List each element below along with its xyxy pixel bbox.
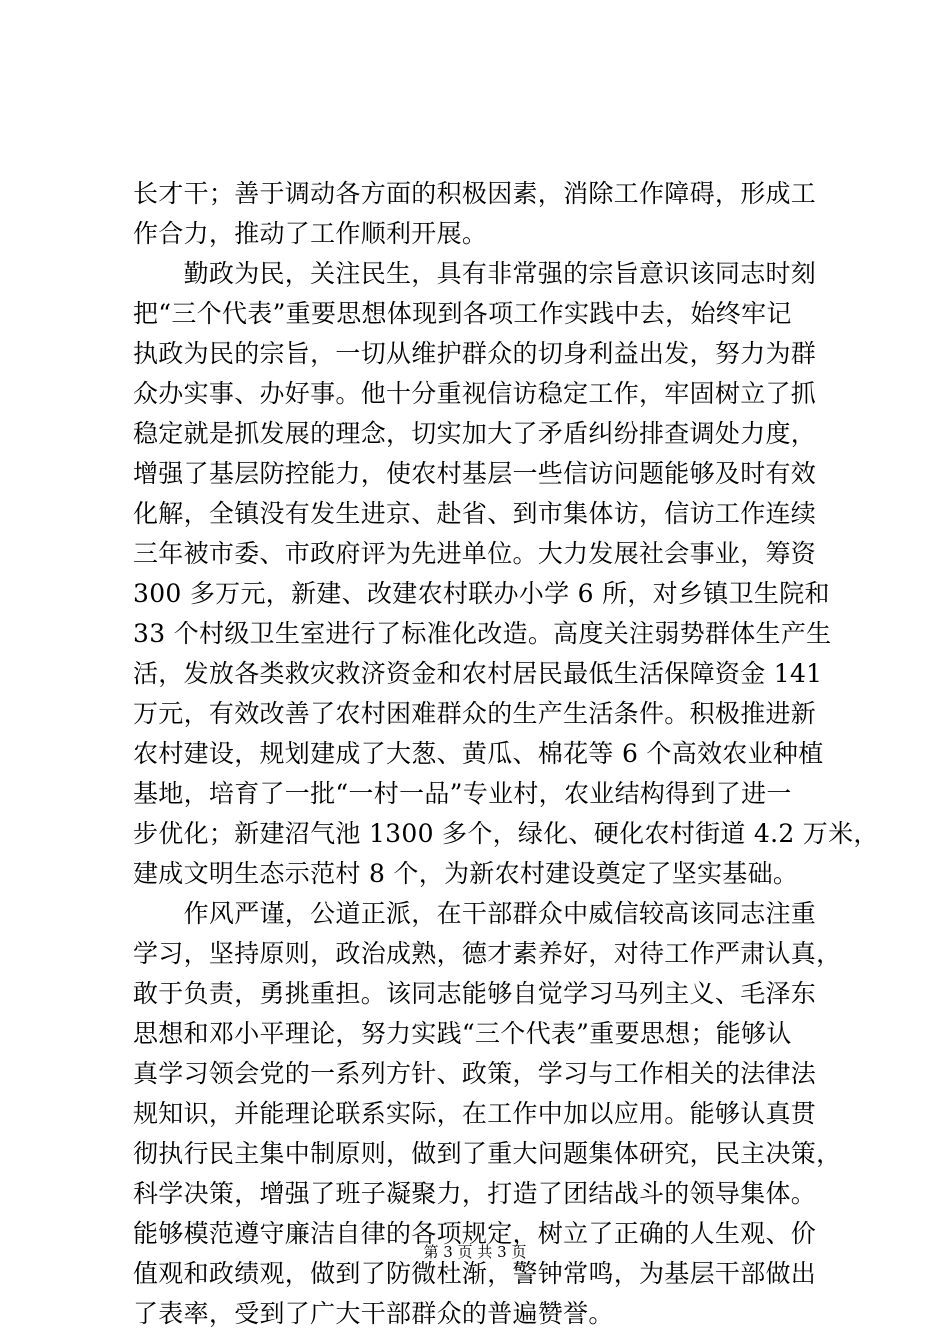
text-line: 万元，有效改善了农村困难群众的生产生活条件。积极推进新	[133, 699, 817, 728]
text-line: 众办实事、办好事。他十分重视信访稳定工作，牢固树立了抓	[133, 379, 817, 408]
text-line: 长才干；善于调动各方面的积极因素，消除工作障碍，形成工	[133, 179, 817, 208]
text-line: 活，发放各类救灾救济资金和农村居民最低生活保障资金 141	[133, 659, 823, 688]
text-line: 33 个村级卫生室进行了标准化改造。高度关注弱势群体生产生	[133, 619, 832, 648]
text-line: 步优化；新建沼气池 1300 多个，绿化、硬化农村街道 4.2 万米，	[133, 819, 879, 848]
text-line: 值观和政绩观，做到了防微杜渐，警钟常鸣，为基层干部做出	[133, 1259, 817, 1288]
text-line: 思想和邓小平理论，努力实践“三个代表”重要思想；能够认	[133, 1019, 792, 1048]
document-body	[133, 174, 879, 1334]
page-footer	[0, 1242, 950, 1262]
text-line: 三年被市委、市政府评为先进单位。大力发展社会事业，筹资	[133, 539, 817, 568]
text-line: 真学习领会党的一系列方针、政策，学习与工作相关的法律法	[133, 1059, 817, 1088]
text-line: 建成文明生态示范村 8 个，为新农村建设奠定了坚实基础。	[133, 859, 799, 888]
text-line: 学习，坚持原则，政治成熟，德才素养好，对待工作严肃认真，	[133, 939, 842, 968]
text-line: 作合力，推动了工作顺利开展。	[133, 219, 488, 248]
text-line: 执政为民的宗旨，一切从维护群众的切身利益出发，努力为群	[133, 339, 817, 368]
text-line: 敢于负责，勇挑重担。该同志能够自觉学习马列主义、毛泽东	[133, 979, 817, 1008]
text-line: 彻执行民主集中制原则，做到了重大问题集体研究，民主决策，	[133, 1139, 842, 1168]
text-line: 作风严谨，公道正派，在干部群众中威信较高该同志注重	[133, 899, 817, 928]
text-line: 科学决策，增强了班子凝聚力，打造了团结战斗的领导集体。	[133, 1179, 817, 1208]
text-line: 基地，培育了一批“一村一品”专业村，农业结构得到了进一	[133, 779, 792, 808]
page-number-label: 第 3 页 共 3 页	[423, 1243, 527, 1261]
text-line: 能够模范遵守廉洁自律的各项规定，树立了正确的人生观、价	[133, 1219, 817, 1248]
text-line: 300 多万元，新建、改建农村联办小学 6 所，对乡镇卫生院和	[133, 579, 830, 608]
text-line: 规知识，并能理论联系实际，在工作中加以应用。能够认真贯	[133, 1099, 817, 1128]
text-line: 增强了基层防控能力，使农村基层一些信访问题能够及时有效	[133, 459, 817, 488]
text-line: 把“三个代表”重要思想体现到各项工作实践中去，始终牢记	[133, 299, 792, 328]
text-line: 勤政为民，关注民生，具有非常强的宗旨意识该同志时刻	[133, 259, 817, 288]
text-line: 稳定就是抓发展的理念，切实加大了矛盾纠纷排查调处力度，	[133, 419, 817, 448]
text-line: 化解，全镇没有发生进京、赴省、到市集体访，信访工作连续	[133, 499, 817, 528]
text-line: 农村建设，规划建成了大葱、黄瓜、棉花等 6 个高效农业种植	[133, 739, 824, 768]
text-line: 了表率，受到了广大干部群众的普遍赞誉。	[133, 1299, 614, 1328]
